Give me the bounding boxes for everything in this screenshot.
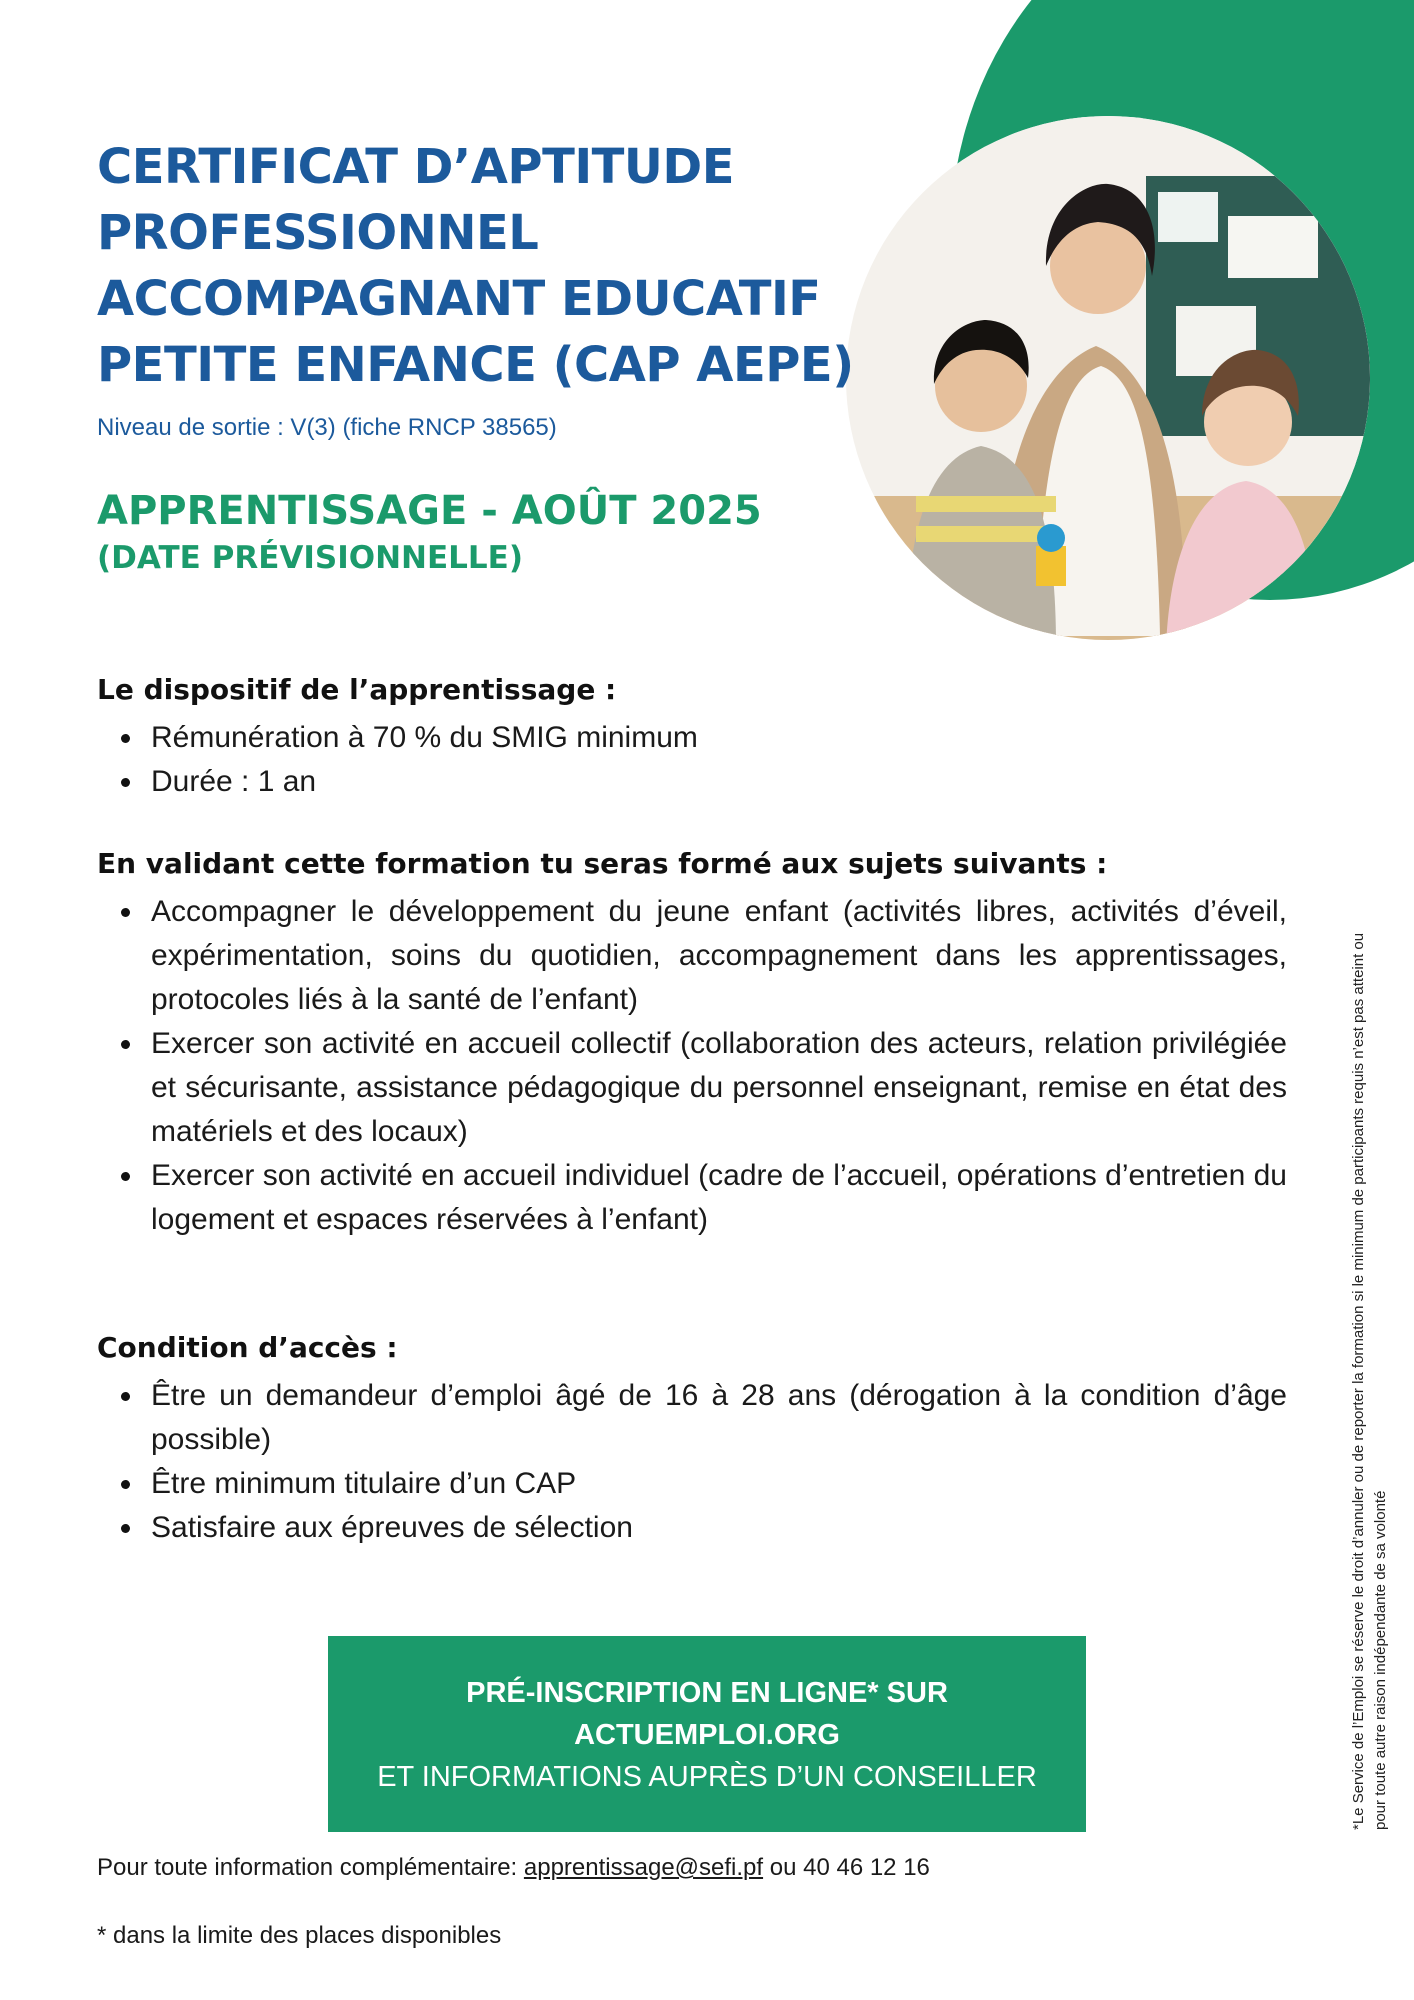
classroom-photo	[846, 116, 1370, 640]
page-title	[97, 134, 877, 398]
apprenticeship-title: APPRENTISSAGE - AOÛT 2025	[97, 488, 762, 534]
bullet-list	[97, 1374, 1287, 1550]
email-link[interactable]: apprentissage@sefi.pf	[523, 1854, 764, 1881]
title-line: ACCOMPAGNANT EDUCATIF	[97, 271, 821, 327]
list-item: Être minimum titulaire d’un CAP	[151, 1462, 1287, 1506]
apprenticeship-subtitle: (DATE PRÉVISIONNELLE)	[97, 540, 524, 576]
phone-number: 40 46 12 16	[803, 1854, 930, 1881]
exit-level: Niveau de sortie : V(3) (fiche RNCP 38565)	[97, 414, 557, 441]
section-heading: En validant cette formation tu seras formé aux sujets suivants :	[97, 847, 1108, 880]
contact-middle: ou	[769, 1854, 797, 1881]
section-access-conditions	[97, 1326, 1287, 1550]
side-disclaimer-line: *Le Service de l’Emploi se réserve le droit d’annuler ou de reporter la formation si le minimum de participants requis n’est pas atteint ou	[1350, 932, 1367, 1830]
side-disclaimer	[1348, 630, 1392, 1830]
contact-prefix: Pour toute information complémentaire:	[97, 1854, 518, 1881]
title-line: CERTIFICAT D’APTITUDE	[97, 139, 735, 195]
list-item: Être un demandeur d’emploi âgé de 16 à 28 ans (dérogation à la condition d’âge possible)	[151, 1374, 1287, 1462]
list-item: Exercer son activité en accueil collectif (collaboration des acteurs, relation privilégiée et sécurisante, assistance pédagogique du personnel enseignant, remise en état des matériels et des locaux)	[151, 1022, 1287, 1154]
section-apprenticeship-scheme	[97, 668, 1287, 804]
list-item: Rémunération à 70 % du SMIG minimum	[151, 716, 1287, 760]
title-line: PROFESSIONNEL	[97, 205, 539, 261]
footnote: * dans la limite des places disponibles	[97, 1922, 502, 1949]
section-heading: Le dispositif de l’apprentissage :	[97, 673, 617, 706]
list-item: Durée : 1 an	[151, 760, 1287, 804]
bullet-list	[97, 890, 1287, 1242]
section-heading: Condition d’accès :	[97, 1331, 398, 1364]
bullet-list	[97, 716, 1287, 804]
cta-text	[328, 1672, 1086, 1798]
cta-line-3: ET INFORMATIONS AUPRÈS D’UN CONSEILLER	[377, 1761, 1037, 1793]
contact-info	[97, 1854, 930, 1882]
section-training-topics	[97, 842, 1287, 1242]
list-item: Accompagner le développement du jeune enfant (activités libres, activités d’éveil, expérimentation, soins du quotidien, accompagnement dans les apprentissages, protocoles liés à la santé de l’enfant)	[151, 890, 1287, 1022]
cta-line-1: PRÉ-INSCRIPTION EN LIGNE* SUR	[466, 1677, 948, 1709]
pre-registration-button[interactable]	[328, 1636, 1086, 1832]
list-item: Satisfaire aux épreuves de sélection	[151, 1506, 1287, 1550]
cta-website: ACTUEMPLOI.ORG	[574, 1719, 840, 1751]
classroom-illustration	[846, 116, 1370, 640]
title-line: PETITE ENFANCE (CAP AEPE)	[97, 337, 854, 393]
list-item: Exercer son activité en accueil individuel (cadre de l’accueil, opérations d’entretien du logement et espaces réservées à l’enfant)	[151, 1154, 1287, 1242]
side-disclaimer-line: pour toute autre raison indépendante de sa volonté	[1372, 1490, 1389, 1830]
